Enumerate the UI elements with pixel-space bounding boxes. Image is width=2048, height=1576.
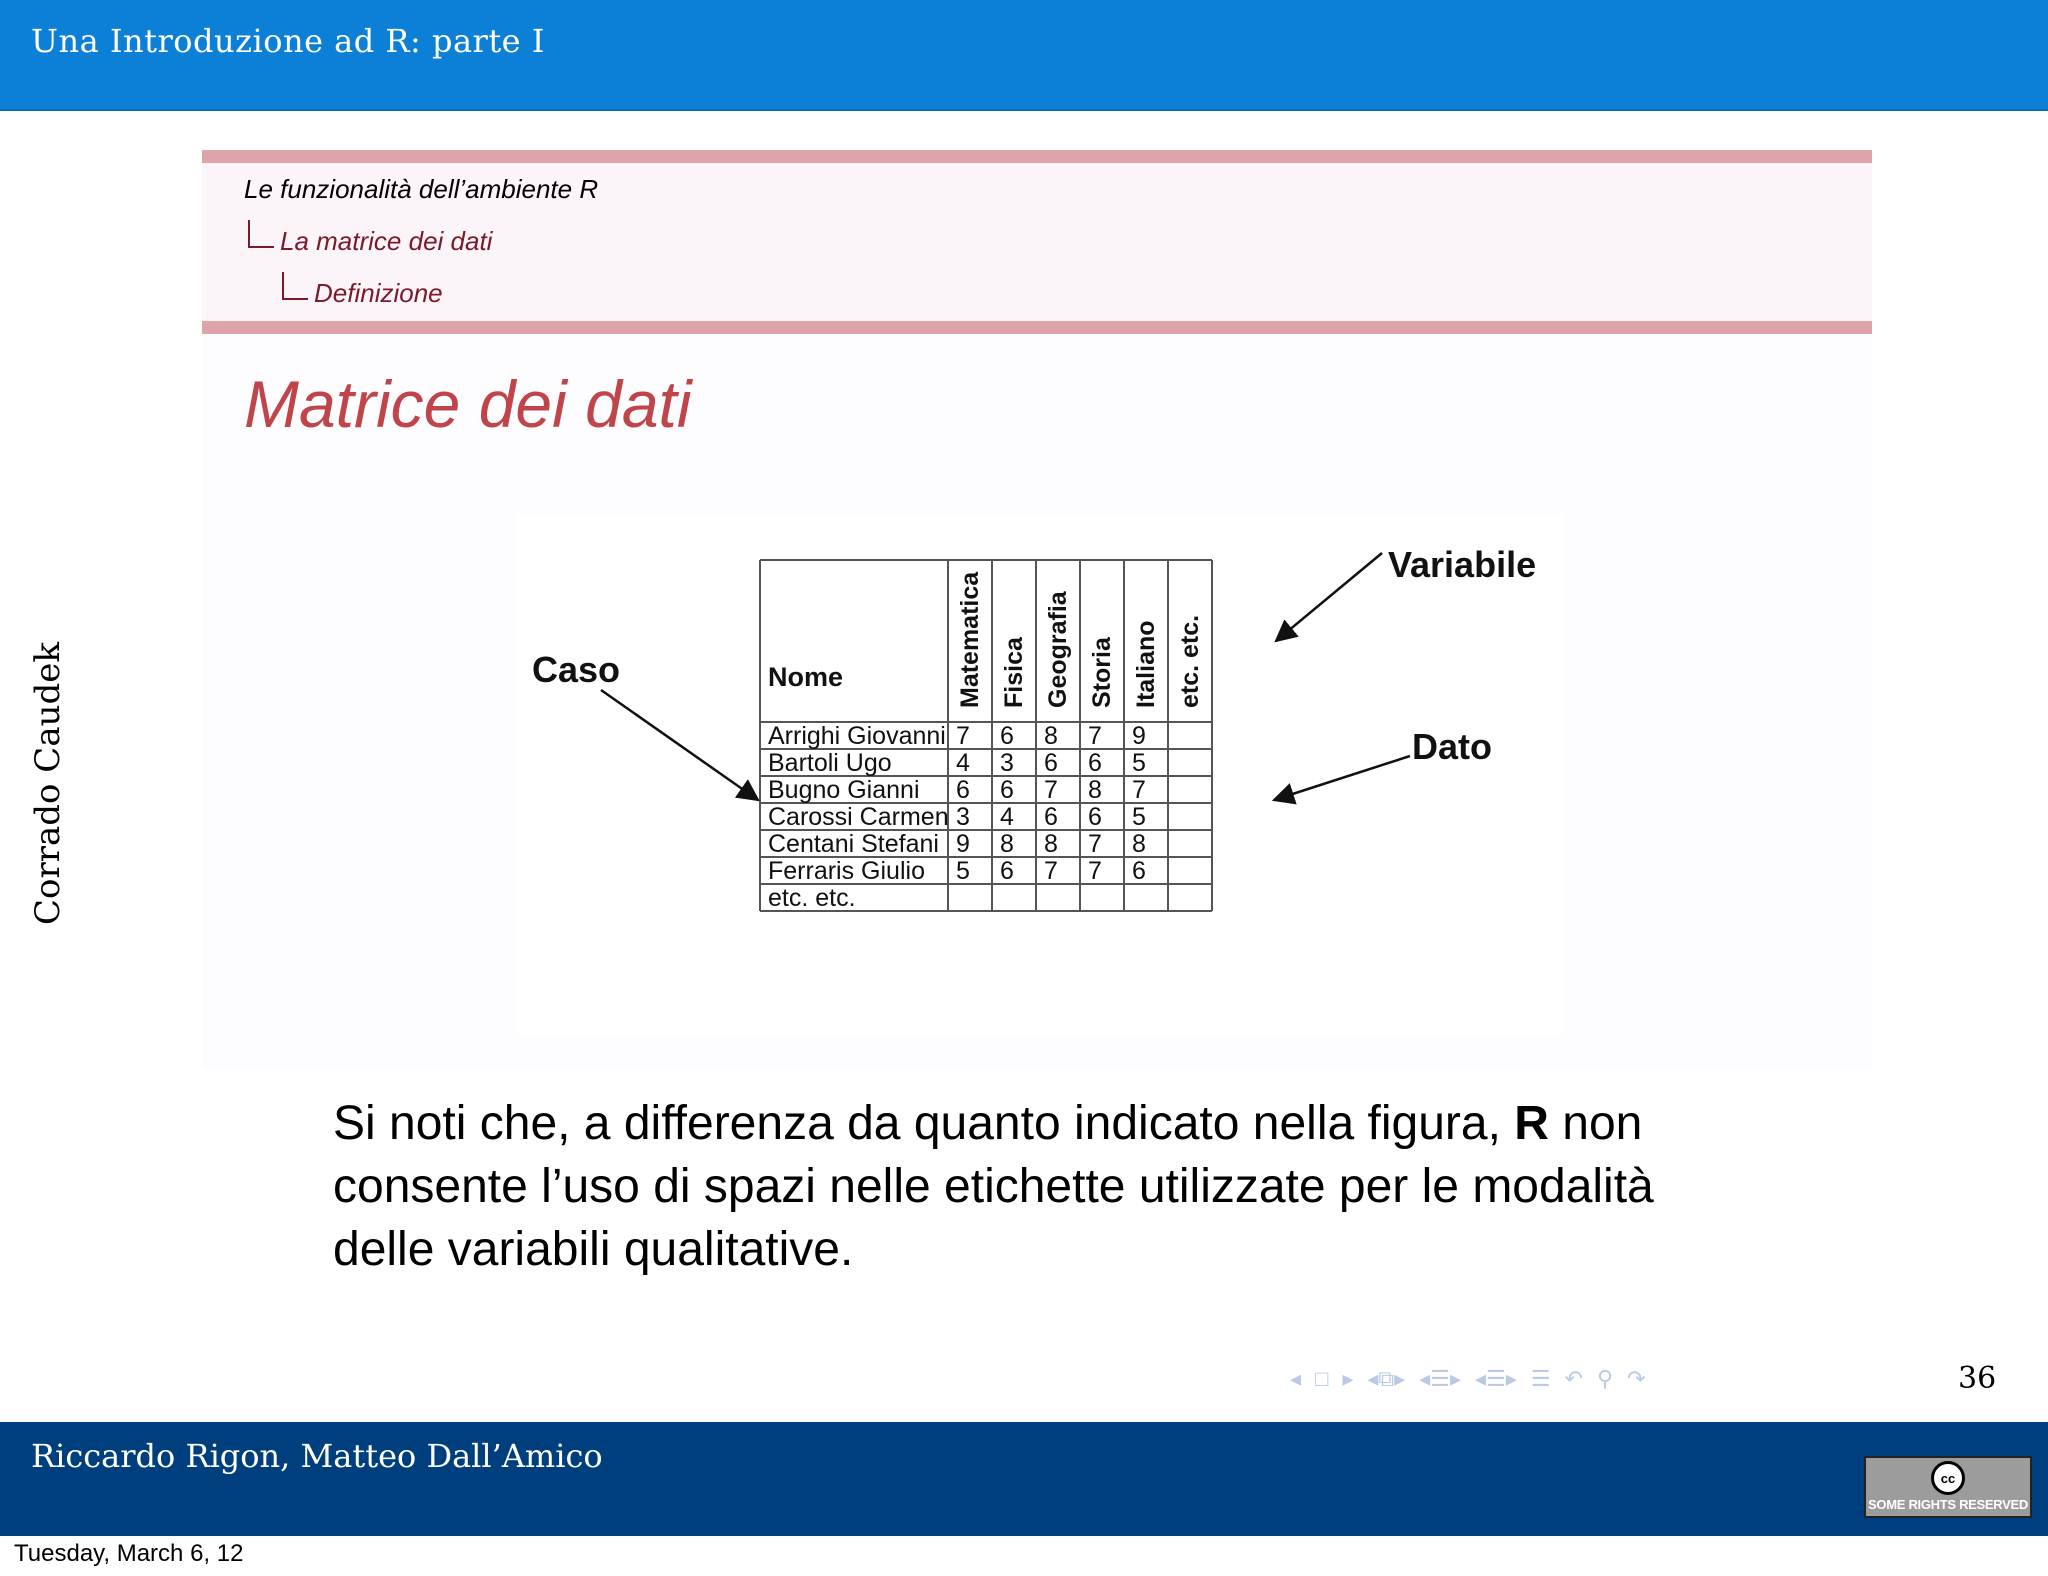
table-cell: 6 [1044,749,1058,777]
breadcrumb-level-3[interactable] [282,278,443,309]
table-cell: 8 [1132,830,1146,858]
header-bar [0,0,2048,111]
table-cell: 7 [1044,857,1058,885]
back-icon[interactable]: ↶ [1564,1366,1583,1391]
breadcrumb [202,150,1872,334]
subsection-icon[interactable]: ◂⧉▸ [1367,1366,1406,1391]
variable-label: Variabile [1388,544,1537,585]
table-cell: 4 [956,749,970,777]
table-cell: 6 [1088,749,1102,777]
table-cell: 6 [1132,857,1146,885]
breadcrumb-top-rule [202,150,1872,163]
table-cell: 7 [956,722,970,750]
data-matrix-figure [516,515,1564,1035]
table-cell: 5 [1132,803,1146,831]
table-column-header: Geografia [1044,591,1072,708]
frame-icon[interactable]: □ [1315,1366,1329,1391]
datum-arrow [1274,756,1410,800]
table-row-name: Ferraris Giulio [768,857,925,885]
table-cell: 8 [1000,830,1014,858]
forward-icon[interactable]: ↷ [1627,1366,1646,1391]
table-cell: 6 [1000,722,1014,750]
arrow-left-icon[interactable]: ◂ [1290,1366,1302,1391]
search-icon[interactable]: ⚲ [1596,1366,1614,1391]
case-label: Caso [532,649,621,690]
cc-license-text: SOME RIGHTS RESERVED [1868,1497,2028,1512]
beamer-navigation [1290,1364,1646,1394]
table-cell: 7 [1132,776,1146,804]
slide-heading: Matrice dei dati [244,367,692,441]
breadcrumb-level-3-label: Definizione [314,278,443,308]
table-cell: 8 [1044,830,1058,858]
tree-connector [282,272,308,300]
table-cell: 9 [956,830,970,858]
footer-authors: Riccardo Rigon, Matteo Dall’Amico [31,1437,603,1475]
table-cell: 8 [1088,776,1102,804]
data-matrix-svg [516,515,1564,1035]
cc-icon: cc [1931,1461,1965,1495]
table-column-header: Storia [1088,637,1116,708]
table-column-header: etc. etc. [1176,614,1204,708]
section-icon[interactable]: ◂☰▸ [1419,1366,1461,1391]
table-cell: 6 [1088,803,1102,831]
toc-icon[interactable]: ◂☰▸ [1475,1366,1517,1391]
table-cell: 9 [1132,722,1146,750]
side-author: Corrado Caudek [28,642,68,925]
table-row-name: Arrighi Giovanni [768,722,946,750]
tree-connector [248,220,274,248]
table-cell: 3 [956,803,970,831]
table-row-name: Bartoli Ugo [768,749,892,777]
table-cell: 7 [1088,722,1102,750]
slide-body-text [333,1092,1763,1281]
toc-list-icon[interactable]: ☰ [1530,1366,1551,1391]
table-cell: 5 [1132,749,1146,777]
table-cell: 4 [1000,803,1014,831]
table-cell: 7 [1088,830,1102,858]
breadcrumb-level-2[interactable] [248,226,492,257]
table-header-name: Nome [768,662,844,692]
page-number: 36 [1958,1361,1997,1396]
breadcrumb-level-1[interactable]: Le funzionalità dell’ambiente R [244,174,599,204]
cc-license-badge[interactable] [1864,1456,2032,1518]
table-column-header: Italiano [1132,620,1160,708]
table-column-header: Fisica [1000,637,1028,708]
table-cell: 6 [1044,803,1058,831]
presentation-title: Una Introduzione ad R: parte I [31,22,545,60]
table-cell: 8 [1044,722,1058,750]
table-cell: 6 [956,776,970,804]
table-cell: 6 [1000,776,1014,804]
breadcrumb-level-2-label: La matrice dei dati [280,226,493,256]
table-row-name: Bugno Gianni [768,776,920,804]
table-cell: 3 [1000,749,1014,777]
body-text-bold: R [1514,1097,1549,1150]
table-cell: 5 [956,857,970,885]
case-arrow [601,690,758,800]
table-row-name: etc. etc. [768,884,856,912]
datum-label: Dato [1412,726,1492,767]
arrow-right-icon[interactable]: ▸ [1342,1366,1354,1391]
body-text-part-2: non consente l’uso di spazi nelle etichette utilizzate per le modalità delle variabili qualitative. [333,1097,1654,1276]
table-row-name: Centani Stefani [768,830,939,858]
table-cell: 7 [1044,776,1058,804]
table-cell: 6 [1000,857,1014,885]
table-cell: 7 [1088,857,1102,885]
variable-arrow [1276,553,1382,641]
table-column-header: Matematica [956,571,984,708]
body-text-part-1: Si noti che, a differenza da quanto indicato nella figura, [333,1097,1515,1150]
table-row-name: Carossi Carmen [768,803,949,831]
table-text [768,571,1204,912]
breadcrumb-bottom-rule [202,321,1872,334]
date-footer: Tuesday, March 6, 12 [14,1540,244,1567]
